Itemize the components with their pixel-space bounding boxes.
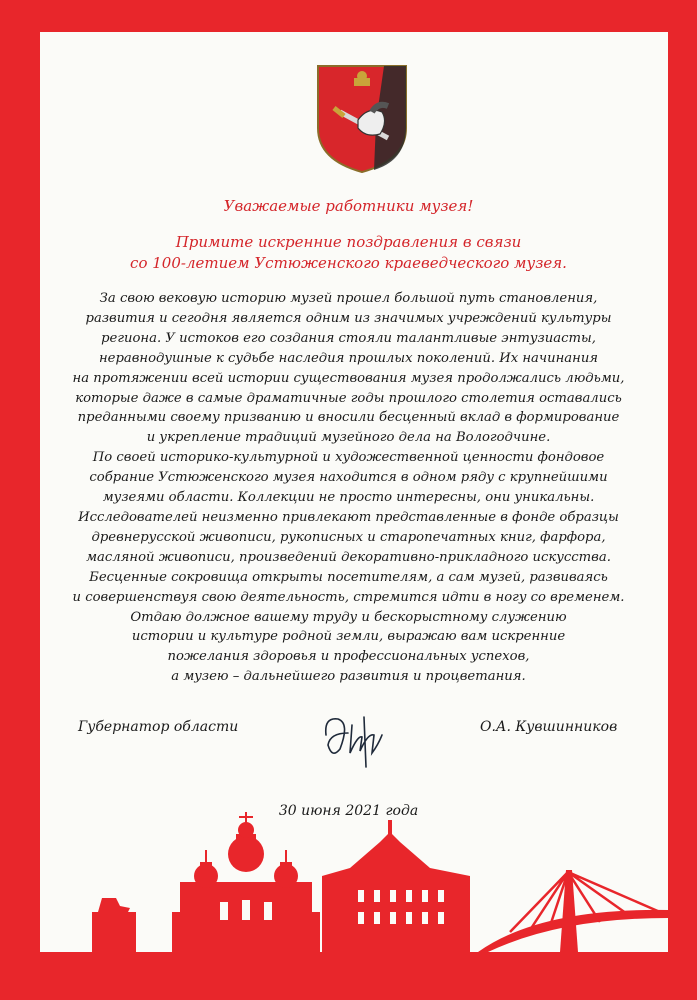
letter-date: 30 июня 2021 года <box>278 803 419 819</box>
body-line: По своей историко-культурной и художественной ценности фондовое <box>92 450 605 466</box>
body-line: на протяжении всей истории существования музея продолжались людьми, <box>72 370 625 386</box>
letter-body <box>60 289 637 687</box>
signature-icon <box>318 705 388 775</box>
body-line: собрание Устюженского музея находится в одном ряду с крупнейшими <box>89 470 608 486</box>
body-line: За свою вековую историю музей прошел большой путь становления, <box>99 291 598 306</box>
congrats-line: со 100-летием Устюженского краеведческого музея. <box>130 254 567 272</box>
body-line: масляной живописи, произведений декоративно-прикладного искусства. <box>86 549 611 565</box>
body-line: истории и культуре родной земли, выражаю вам искренние <box>131 629 566 645</box>
body-line: и укрепление традиций музейного дела на Вологодчине. <box>146 430 551 446</box>
body-line: региона. У истоков его создания стояли талантливые энтузиасты, <box>101 330 596 346</box>
city-skyline-icon <box>40 812 668 952</box>
signer-name: О.А. Кувшинников <box>480 719 618 735</box>
body-line: древнерусской живописи, рукописных и старопечатных книг, фарфора, <box>91 529 606 545</box>
congratulations-block <box>0 232 697 274</box>
body-line: Бесценные сокровища открыты посетителям, а сам музей, развиваясь <box>89 569 608 585</box>
body-line: неравнодушные к судьбе наследия прошлых поколений. Их начинания <box>98 350 599 366</box>
greeting: Уважаемые работники музея! <box>223 197 474 215</box>
body-line: Исследователей неизменно привлекают представленные в фонде образцы <box>78 509 619 525</box>
body-line: и совершенствуя свою деятельность, стремится идти в ногу со временем. <box>72 589 625 605</box>
body-line: а музею – дальнейшего развития и процветания. <box>171 669 526 685</box>
body-line: музеями области. Коллекции не просто интересны, они уникальны. <box>102 490 595 506</box>
congrats-line: Примите искренние поздравления в связи <box>175 233 522 251</box>
body-line: которые даже в самые драматичные годы прошлого столетия оставались <box>75 390 622 406</box>
body-line: преданными своему призванию и вносили бесценный вклад в формирование <box>77 410 620 426</box>
body-line: развития и сегодня является одним из значимых учреждений культуры <box>85 310 612 326</box>
body-line: пожелания здоровья и профессиональных успехов, <box>167 649 530 665</box>
signer-title: Губернатор области <box>78 719 239 735</box>
body-line: Отдаю должное вашему труду и бескорыстному служению <box>130 609 567 625</box>
coat-of-arms-icon <box>314 62 410 174</box>
